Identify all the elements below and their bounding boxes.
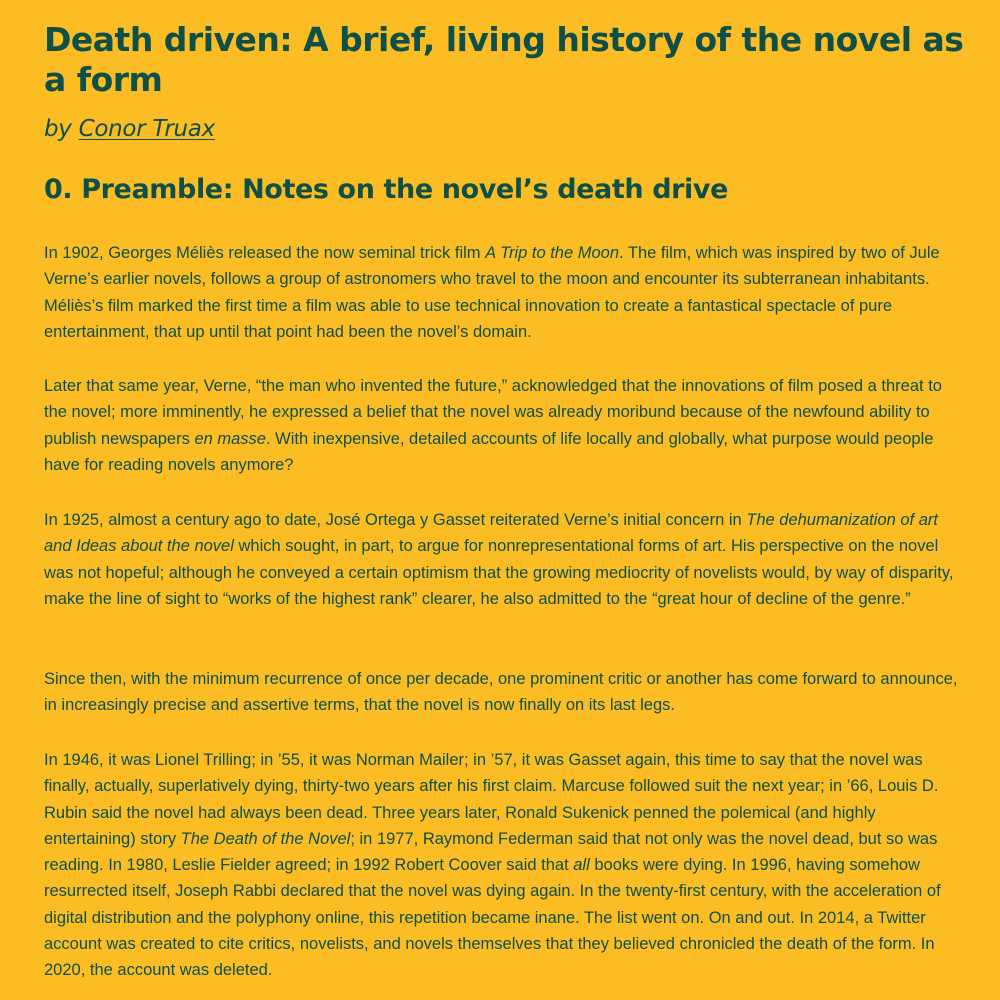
section-heading: 0. Preamble: Notes on the novel’s death drive — [44, 174, 729, 205]
paragraph-text: Since then, with the minimum recurrence of once per decade, one prominent critic or another has come forward to announce, in increasingly precise and assertive terms, that the novel is now finally on its last legs. — [44, 670, 958, 715]
paragraph-text: . With inexpensive, detailed accounts of life locally and globally, what purpose would people have for reading novels anymore? — [44, 429, 934, 474]
emphasis-text: all — [573, 856, 590, 875]
book-title: The dehumanization of art and Ideas about the novel — [44, 511, 938, 556]
paragraph-text: In 1946, it was Lionel Trilling; in ’55, it was Norman Mailer; in ’57, it was Gasset again, this time to say that the novel was finally, actually, superlatively dying, thirty-two years after his first claim. Marcuse followed suit the next year; in ’66, Louis D. Rubin said the novel had always been dead. Three years later, Ronald Sukenick penned the polemical (and highly entertaining) story — [44, 751, 939, 848]
paragraph-text: In 1925, almost a century ago to date, José Ortega y Gasset reiterated Verne’s initial concern in — [44, 511, 747, 529]
paragraph-4 — [44, 666, 964, 719]
paragraph-text: books were dying. In 1996, having somehow resurrected itself, Joseph Rabbi declared that the novel was dying again. In the twenty-first century, with the acceleration of digital distribution and the polyphony online, this repetition became inane. The list went on. On and out. In 2014, a Twitter account was created to cite critics, novelists, and novels themselves that they believed chronicled the death of the form. In 2020, the account was deleted. — [44, 856, 941, 980]
paragraph-text: ; in 1977, Raymond Federman said that not only was the novel dead, but so was reading. In 1980, Leslie Fielder agreed; in 1992 Robert Coover said that — [44, 829, 938, 875]
paragraph-text: In 1902, Georges Méliès released the now seminal trick film — [44, 244, 486, 262]
paragraph-1 — [44, 240, 964, 345]
paragraph-text: which sought, in part, to argue for nonrepresentational forms of art. His perspective on the novel was not hopeful; although he conveyed a certain optimism that the growing mediocrity of novelists would, by way of disparity, make the line of sight to “works of the highest rank” clearer, he also admitted to the “great hour of decline of the genre.” — [44, 537, 954, 608]
paragraph-text: . The film, which was inspired by two of Jule Verne’s earlier novels, follows a group of astronomers who travel to the moon and encounter its subterranean inhabitants. Méliès’s film marked the first time a film was able to use technical innovation to create a fantastical spectacle of pure entertainment, that up until that point had been the novel’s domain. — [44, 244, 940, 341]
paragraph-3 — [44, 507, 964, 612]
film-title: A Trip to the Moon — [485, 244, 620, 262]
paragraph-5 — [44, 747, 964, 984]
article — [44, 20, 964, 980]
article-title: Death driven: A brief, living history of the novel as a form — [44, 20, 964, 99]
paragraph-2 — [44, 373, 964, 478]
story-title: The Death of the Novel — [180, 829, 351, 848]
author-link[interactable]: Conor Truax — [78, 116, 215, 142]
byline-prefix: by — [44, 116, 79, 142]
emphasis-text: en masse — [194, 429, 266, 448]
byline — [44, 114, 964, 144]
paragraph-text: Later that same year, Verne, “the man who invented the future,” acknowledged that the innovations of film posed a threat to the novel; more imminently, he expressed a belief that the novel was already moribund because of the newfound ability to publish newspapers — [44, 377, 942, 448]
